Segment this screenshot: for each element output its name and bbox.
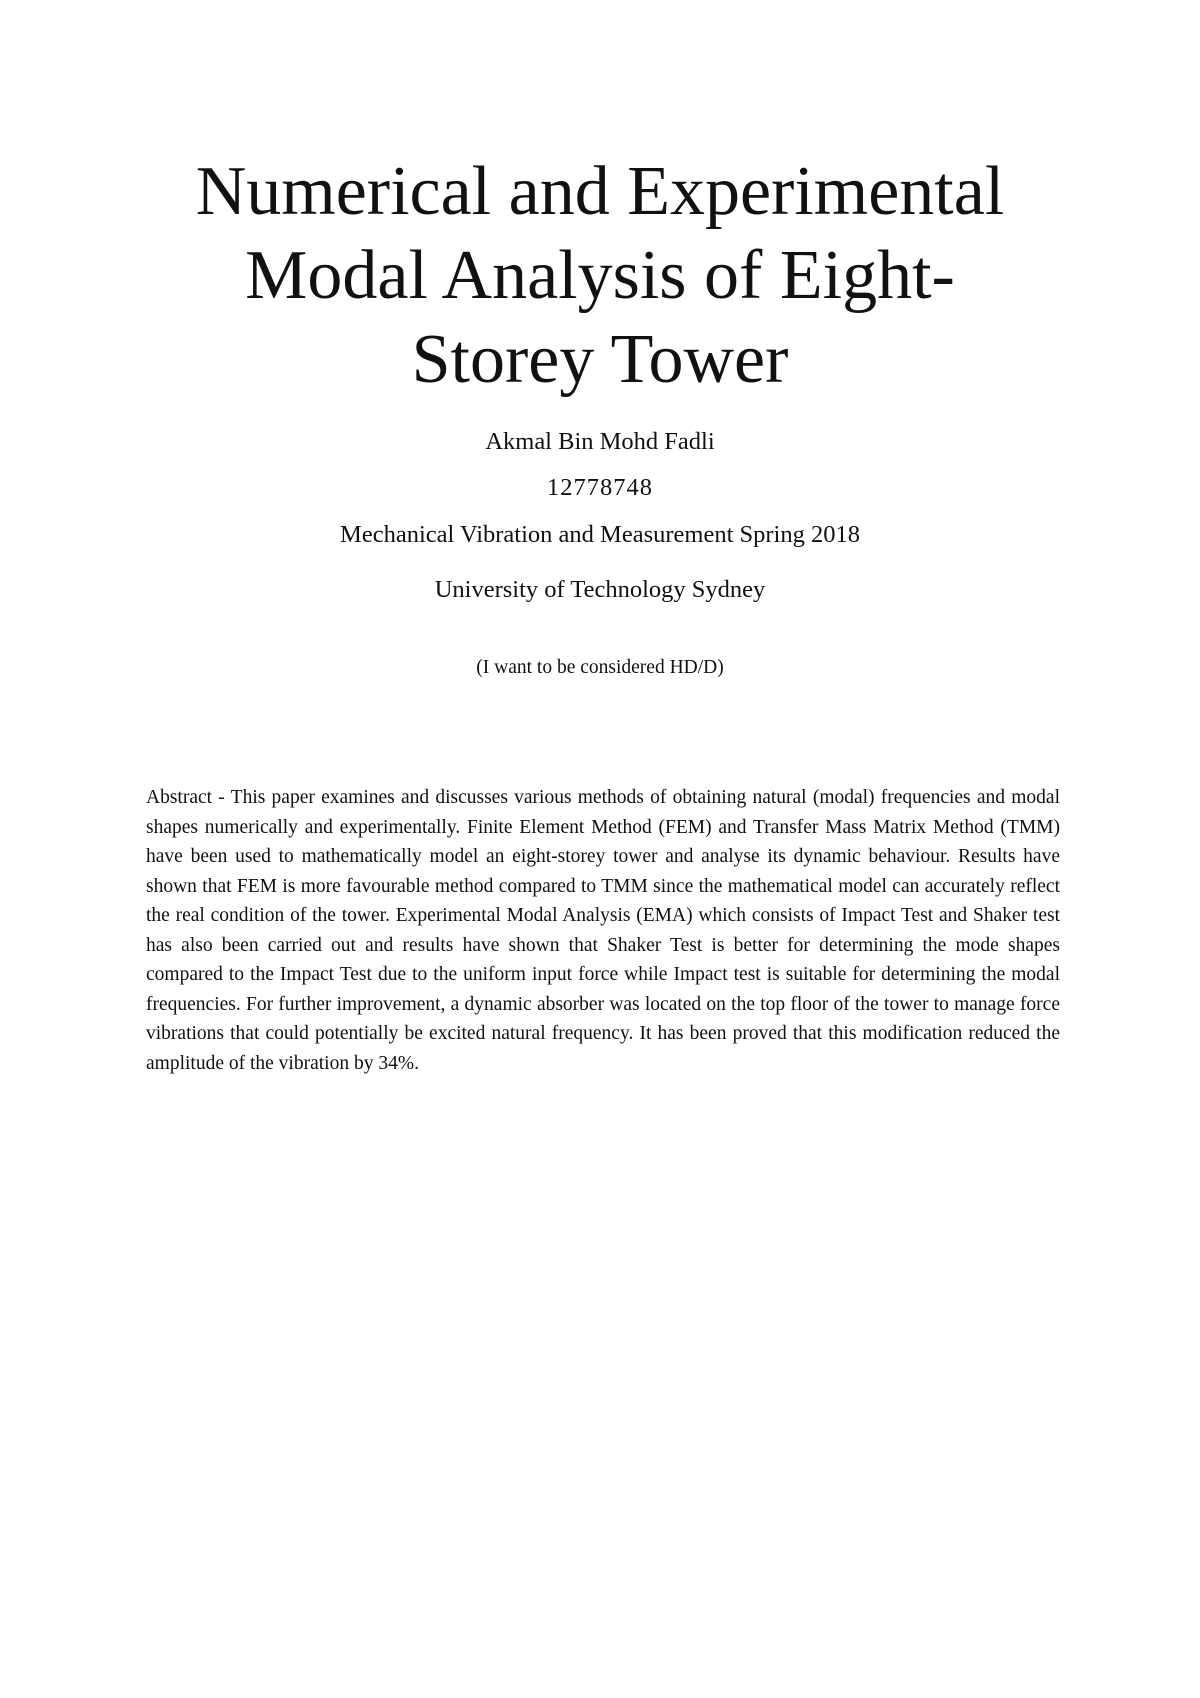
course-name: Mechanical Vibration and Measurement Spring 2018 — [340, 521, 860, 548]
title-line: Modal Analysis of Eight- — [245, 237, 955, 314]
university-name: University of Technology Sydney — [434, 576, 766, 603]
paper-title — [150, 150, 1050, 402]
grade-request-note: (I want to be considered HD/D) — [476, 657, 724, 678]
title-line: Storey Tower — [411, 321, 789, 398]
title-line: Numerical and Experimental — [195, 153, 1005, 230]
author-name: Akmal Bin Mohd Fadli — [485, 428, 715, 455]
student-id: 12778748 — [547, 474, 653, 501]
abstract-paragraph: Abstract - This paper examines and discusses various methods of obtaining natural (modal) frequencies and modal shapes numerically and experimentally. Finite Element Method (FEM) and Transfer Mass Matrix Method (TMM) have been used to mathematically model an eight-storey tower and analyse its dynamic behaviour. Results have shown that FEM is more favourable method compared to TMM since the mathematical model can accurately reflect the real condition of the tower. Experimental Modal Analysis (EMA) which consists of Impact Test and Shaker test has also been carried out and results have shown that Shaker Test is better for determining the mode shapes compared to the Impact Test due to the uniform input force while Impact test is suitable for determining the modal frequencies. For further improvement, a dynamic absorber was located on the top floor of the tower to manage force vibrations that could potentially be excited natural frequency. It has been proved that this modification reduced the amplitude of the vibration by 34%. — [146, 787, 1060, 1074]
